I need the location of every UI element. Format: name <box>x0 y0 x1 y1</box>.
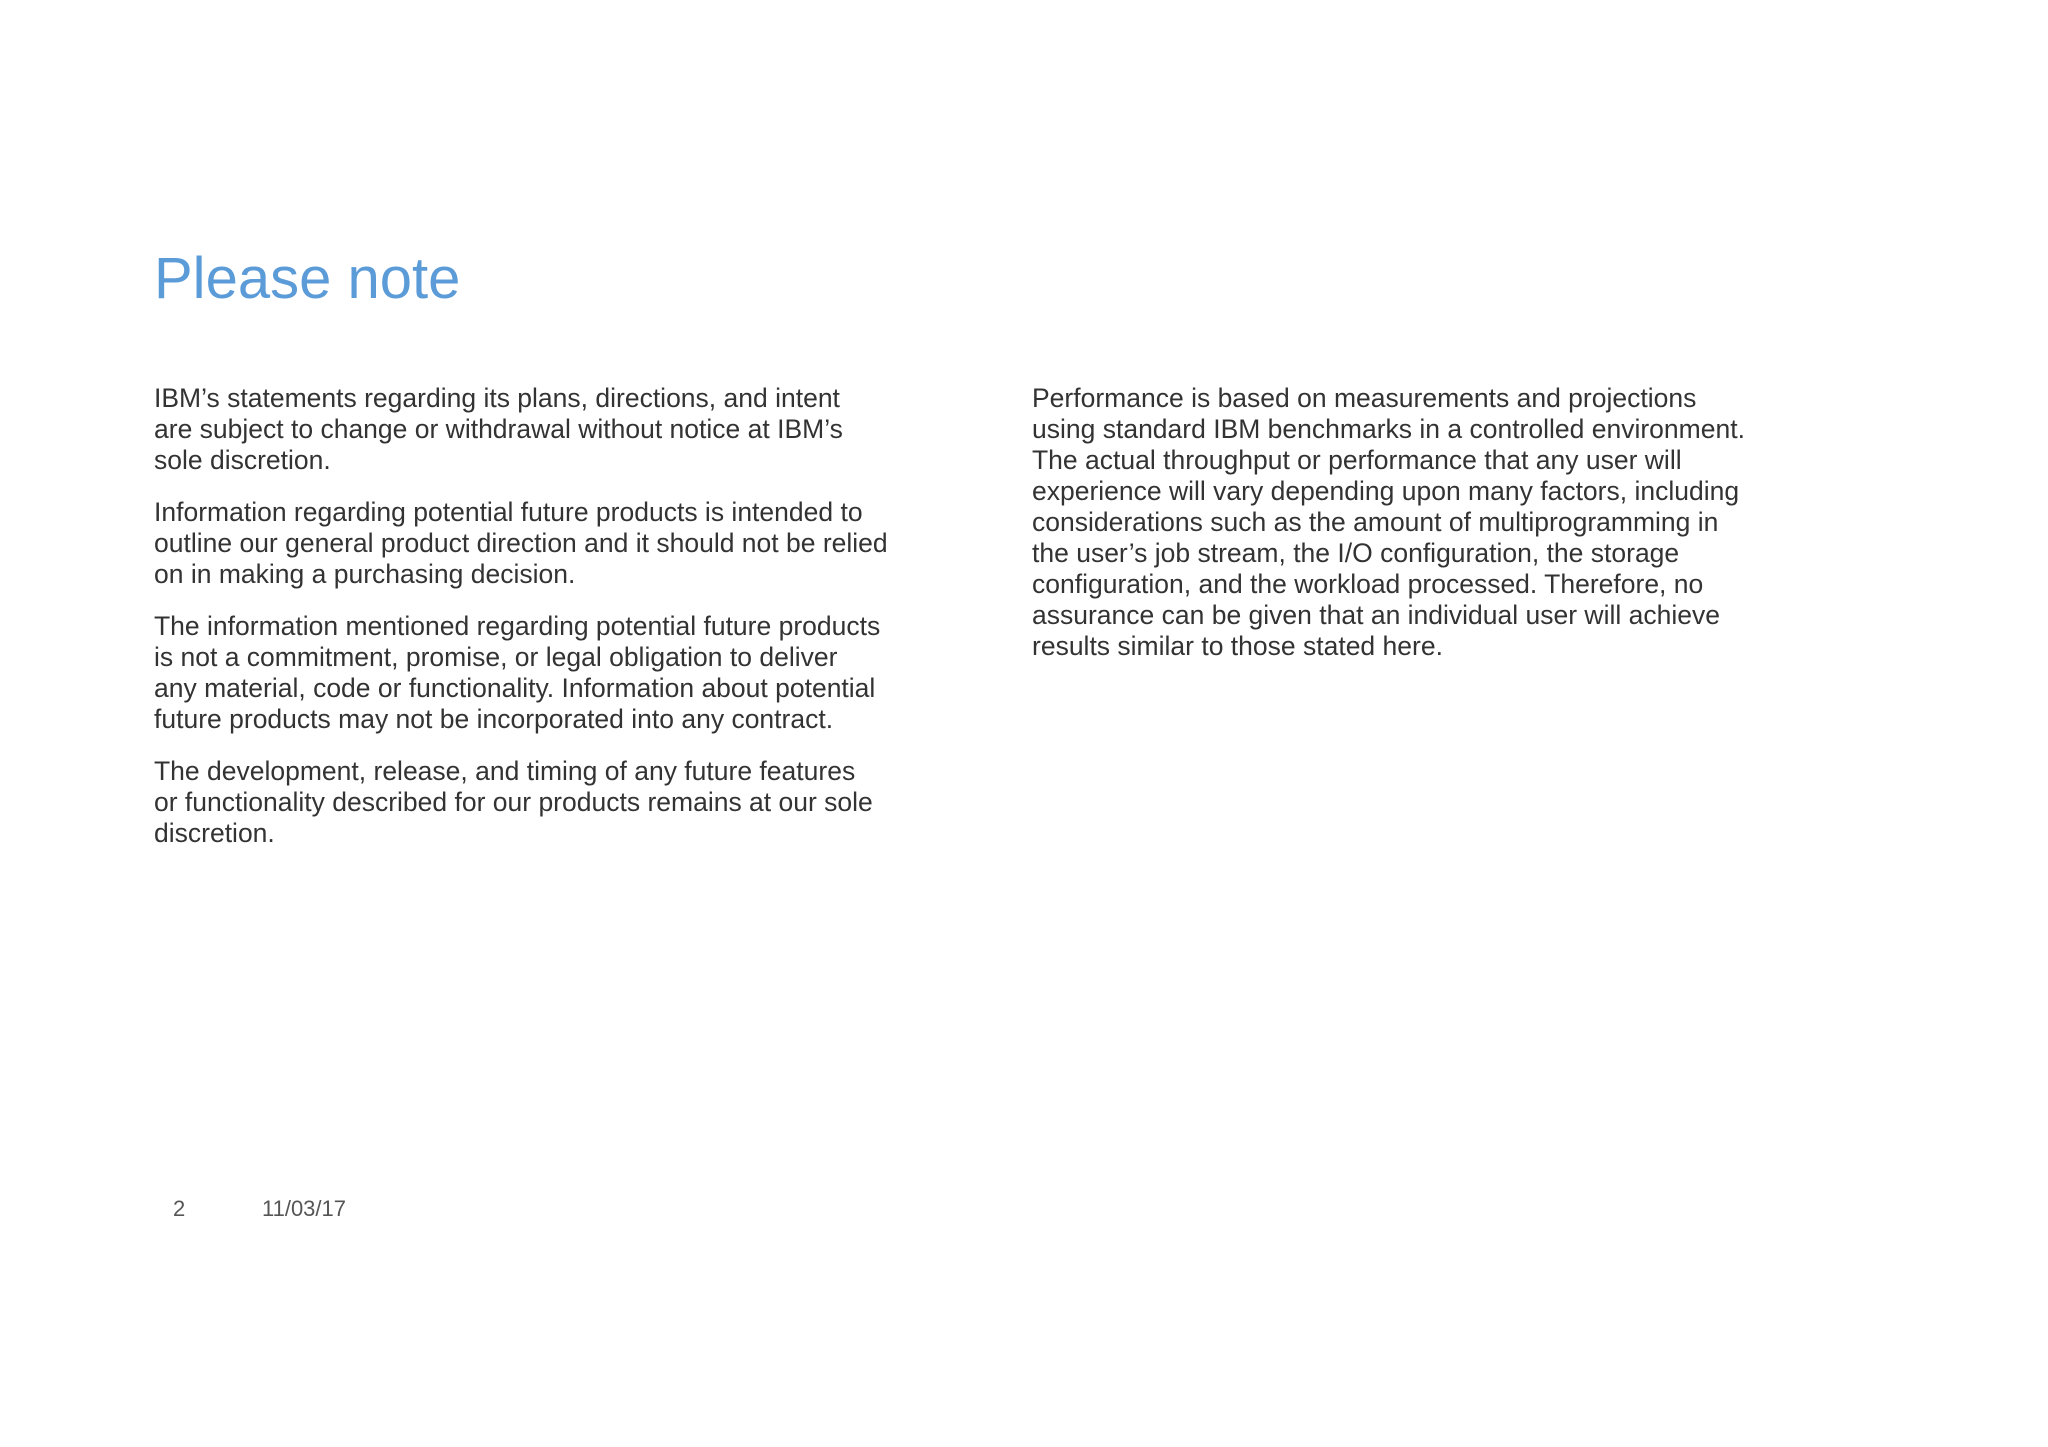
text-line: the user’s job stream, the I/O configuration, the storage <box>1032 538 1680 568</box>
page-number: 2 <box>173 1196 186 1221</box>
text-line: are subject to change or withdrawal without notice at IBM’s <box>154 414 843 444</box>
left-column <box>154 383 924 870</box>
text-line: The development, release, and timing of any future features <box>154 756 856 786</box>
text-line: results similar to those stated here. <box>1032 631 1443 661</box>
text-line: IBM’s statements regarding its plans, directions, and intent <box>154 383 840 413</box>
paragraph-future-products <box>154 497 924 590</box>
text-line: or functionality described for our products remains at our sole <box>154 787 873 817</box>
text-line: any material, code or functionality. Information about potential <box>154 673 876 703</box>
text-line: The information mentioned regarding potential future products <box>154 611 881 641</box>
text-line: using standard IBM benchmarks in a controlled environment. <box>1032 414 1745 444</box>
text-line: sole discretion. <box>154 445 331 475</box>
text-line: outline our general product direction and it should not be relied <box>154 528 888 558</box>
text-line: Performance is based on measurements and projections <box>1032 383 1697 413</box>
text-line: The actual throughput or performance that any user will <box>1032 445 1682 475</box>
text-line: future products may not be incorporated into any contract. <box>154 704 834 734</box>
text-line: experience will vary depending upon many factors, including <box>1032 476 1740 506</box>
text-line: configuration, and the workload processed. Therefore, no <box>1032 569 1704 599</box>
text-line: Information regarding potential future products is intended to <box>154 497 863 527</box>
slide-title: Please note <box>154 246 461 311</box>
right-column <box>1032 383 1812 683</box>
paragraph-no-commitment <box>154 611 924 735</box>
text-line: on in making a purchasing decision. <box>154 559 576 589</box>
text-line: discretion. <box>154 818 275 848</box>
text-line: is not a commitment, promise, or legal obligation to deliver <box>154 642 838 672</box>
paragraph-development-timing <box>154 756 924 849</box>
paragraph-performance <box>1032 383 1812 662</box>
paragraph-plans-statement <box>154 383 924 476</box>
text-line: assurance can be given that an individual user will achieve <box>1032 600 1720 630</box>
text-line: considerations such as the amount of multiprogramming in <box>1032 507 1719 537</box>
footer-date: 11/03/17 <box>262 1196 347 1221</box>
